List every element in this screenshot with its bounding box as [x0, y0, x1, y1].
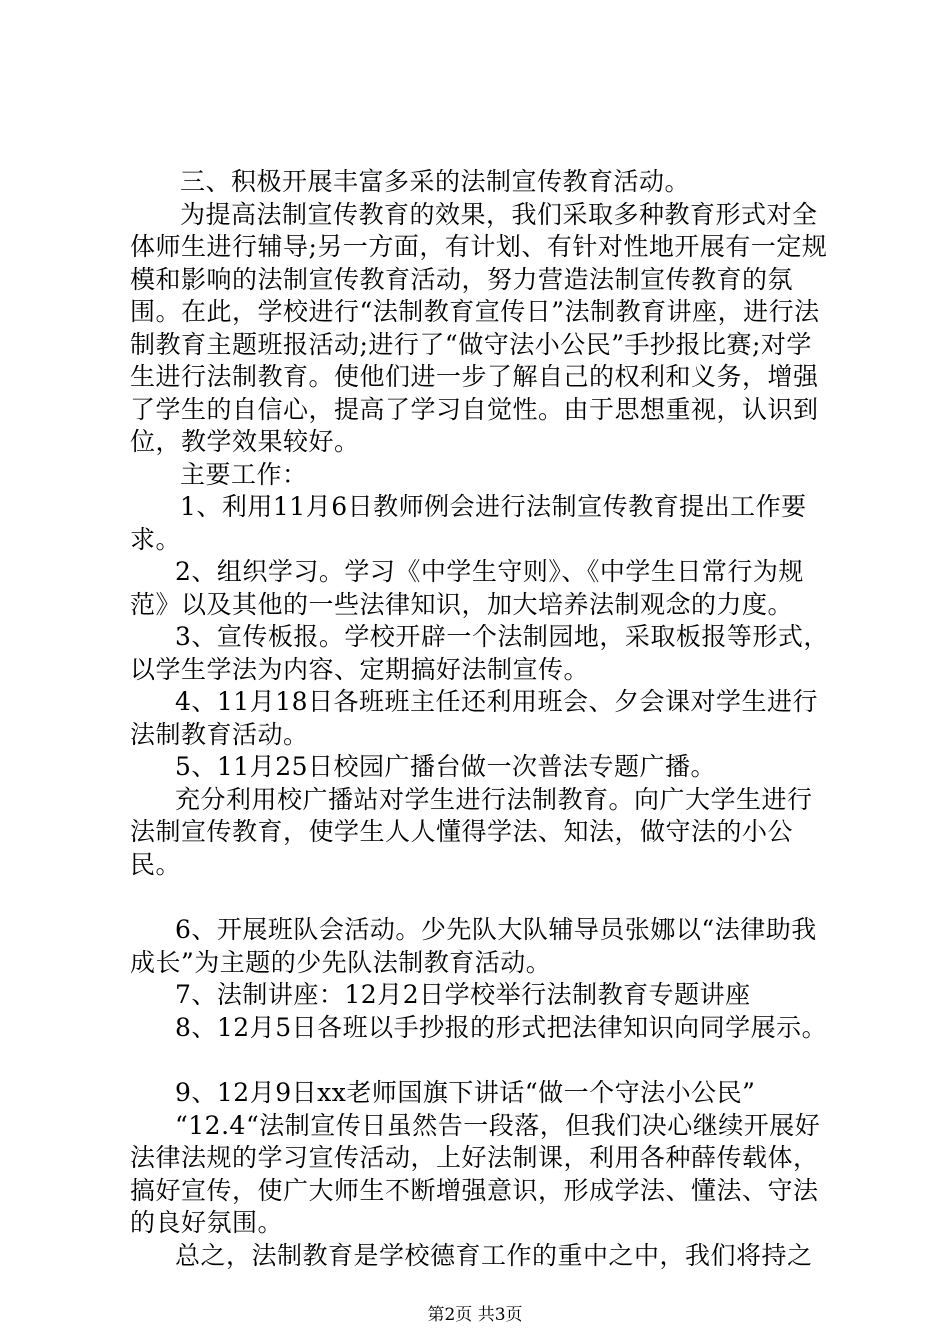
- paragraph: 总之，法制教育是学校德育工作的重中之中，我们将持之: [175, 1240, 813, 1270]
- list-item: 6、开展班队会活动。少先队大队辅导员张娜以“法律助我成长”为主题的少先队法制教育活动。: [130, 915, 817, 977]
- paragraph: 为提高法制宣传教育的效果，我们采取多种教育形式对全体师生进行辅导;另一方面，有计划、有针对性地开展有一定规模和影响的法制宣传教育活动，努力营造法制宣传教育的氛围。在此，学校进行“法制教育宣传日”法制教育讲座，进行法制教育主题班报活动;进行了“做守法小公民”手抄报比赛;对学生进行法制教育。使他们进一步了解自己的权利和义务，增强了学生的自信心，提高了学习自觉性。由于思想重视，认识到位，教学效果较好。: [130, 199, 828, 456]
- list-item: 2、组织学习。学习《中学生守则》、《中学生日常行为规范》以及其他的一些法律知识，加大培养法制观念的力度。: [130, 557, 804, 619]
- list-item: 4、11月18日各班班主任还利用班会、夕会课对学生进行法制教育活动。: [130, 687, 819, 749]
- section-heading: 三、积极开展丰富多采的法制宣传教育活动。: [180, 167, 691, 196]
- list-heading: 主要工作：: [180, 459, 308, 489]
- paragraph: 充分利用校广播站对学生进行法制教育。向广大学生进行法制宣传教育，使学生人人懂得学法、知法，做守法的小公民。: [130, 784, 813, 879]
- document-body: [130, 166, 830, 1272]
- page-footer: [0, 1300, 950, 1325]
- page-number-label: 第2页 共3页: [427, 1305, 523, 1325]
- list-item: 9、12月9日xx老师国旗下讲话“做一个守法小公民”: [175, 1078, 756, 1107]
- paragraph: “12.4“法制宣传日虽然告一段落，但我们决心继续开展好法律法规的学习宣传活动，上好法制课，利用各种薛传载体，搞好宣传，使广大师生不断增强意识，形成学法、懂法、守法的良好氛围。: [130, 1110, 821, 1237]
- list-item: 3、宣传板报。学校开辟一个法制园地，采取板报等形式，以学生学法为内容、定期搞好法制宣传。: [130, 622, 829, 684]
- list-item: 7、法制讲座：12月2日学校举行法制教育专题讲座: [175, 980, 751, 1009]
- list-item: 8、12月5日各班以手抄报的形式把法律知识向同学展示。: [175, 1012, 828, 1042]
- list-item: 5、11月25日校园广播台做一次普法专题广播。: [175, 752, 717, 781]
- list-item: 1、利用11月6日教师例会进行法制宣传教育提出工作要求。: [130, 492, 807, 554]
